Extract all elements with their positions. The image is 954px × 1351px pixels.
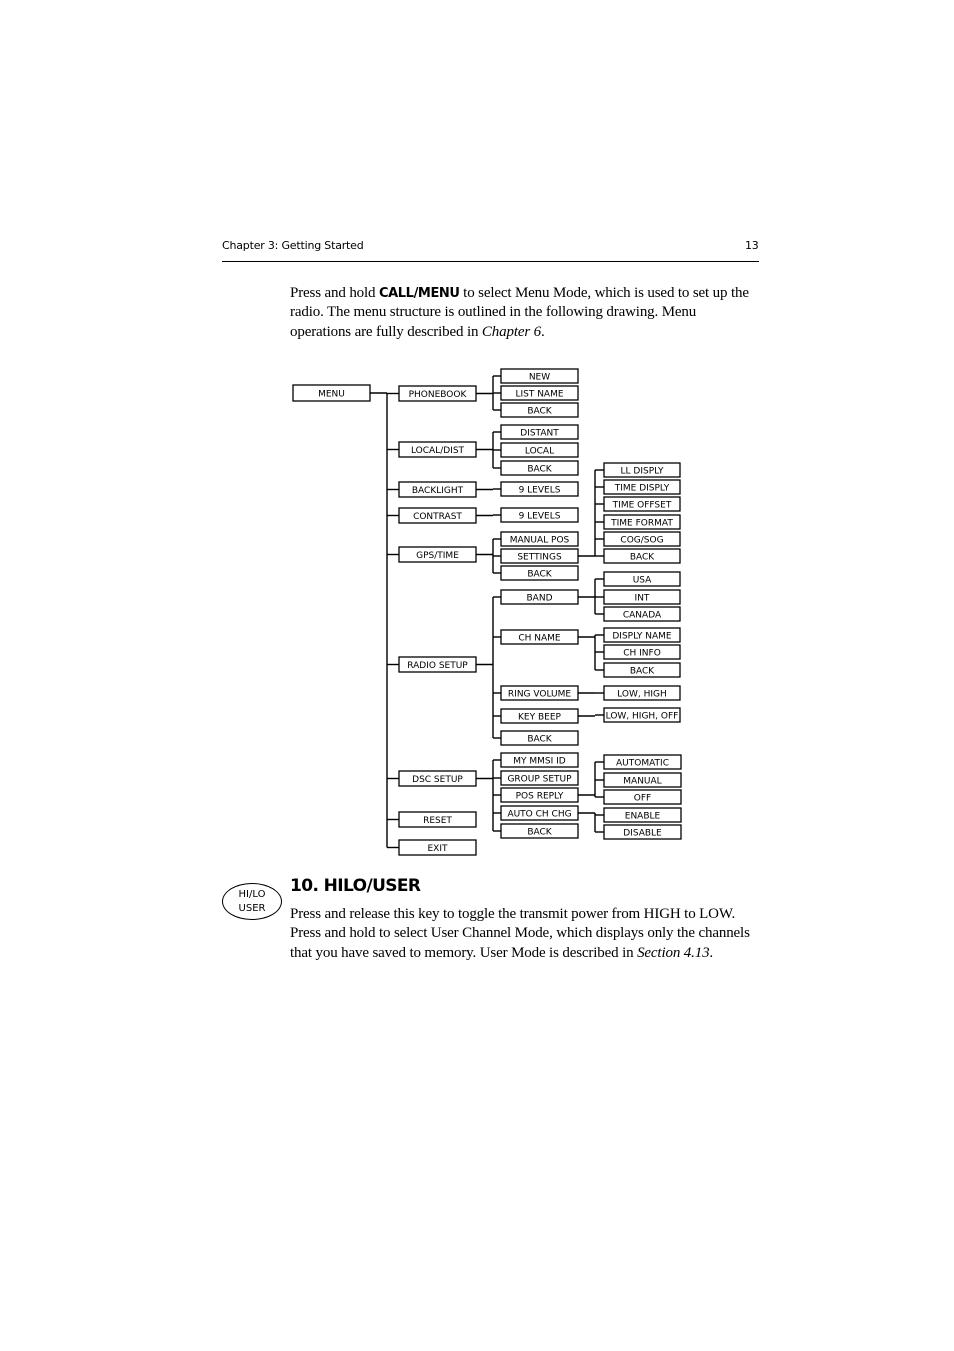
menu-item-dsc-setup-auto-ch-chg-3-enable-0-box-label: ENABLE	[624, 811, 661, 822]
menu-item-radio-setup-ch-name-1-disply-name-0-box	[604, 628, 680, 642]
menu-item-gps-time-settings-1-time-disply-1-box	[604, 480, 680, 494]
menu-item-gps-time-settings-1-cog-sog-4-box	[604, 532, 680, 546]
menu-item-exit-box-label: EXIT	[427, 843, 448, 854]
menu-item-radio-setup-back-4-box	[501, 731, 578, 745]
menu-item-radio-setup-ring-volume-2-box	[501, 686, 578, 700]
call-menu-key-name: CALL/MENU	[379, 286, 460, 301]
hilo-user-paragraph	[290, 905, 760, 963]
menu-item-phonebook-new-0-box	[501, 369, 578, 383]
menu-item-radio-setup-back-4-box-label: BACK	[527, 734, 552, 745]
menu-item-gps-time-settings-1-back-5-box	[604, 549, 680, 563]
menu-item-radio-setup-ring-volume-2-low-high-0-box-label: LOW, HIGH	[617, 689, 667, 700]
menu-item-radio-setup-band-0-box-label: BAND	[526, 593, 553, 604]
hilo-key-label-line1: HI/LO	[238, 889, 266, 900]
menu-item-gps-time-settings-1-cog-sog-4-box-label: COG/SOG	[620, 535, 664, 546]
menu-item-dsc-setup-my-mmsi-id-0-box-label: MY MMSI ID	[513, 756, 566, 767]
menu-item-contrast-9-levels-0-box-label: 9 LEVELS	[518, 511, 561, 522]
menu-item-radio-setup-box	[399, 657, 476, 672]
menu-item-radio-setup-ch-name-1-ch-info-1-box	[604, 645, 680, 659]
menu-item-backlight-9-levels-0-box-label: 9 LEVELS	[518, 485, 561, 496]
menu-item-gps-time-box	[399, 547, 476, 562]
menu-item-radio-setup-key-beep-3-box	[501, 709, 578, 723]
hilo-user-key-icon	[222, 883, 282, 920]
menu-item-radio-setup-band-0-box	[501, 590, 578, 604]
menu-item-dsc-setup-my-mmsi-id-0-box	[501, 753, 578, 767]
intro-lead: Press and hold	[290, 285, 379, 301]
menu-item-dsc-setup-group-setup-1-box	[501, 771, 578, 785]
menu-item-dsc-setup-pos-reply-2-off-2-box	[604, 790, 681, 804]
menu-item-radio-setup-ch-name-1-box-label: CH NAME	[518, 633, 561, 644]
menu-item-radio-setup-band-0-canada-2-box	[604, 607, 680, 621]
menu-item-radio-setup-band-0-usa-0-box	[604, 572, 680, 586]
menu-item-dsc-setup-back-4-box	[501, 824, 578, 838]
menu-item-gps-time-settings-1-ll-disply-0-box	[604, 463, 680, 477]
menu-item-gps-time-settings-1-time-offset-2-box-label: TIME OFFSET	[612, 500, 672, 511]
menu-item-radio-setup-band-0-canada-2-box-label: CANADA	[622, 610, 662, 621]
hilo-body-text: Press and release this key to toggle the transmit power from HIGH to LOW. Press and hold to select User Channel Mode, which displays only the channels that you have saved to memory. User Mode is described in	[290, 906, 750, 961]
menu-item-local-dist-back-2-box	[501, 461, 578, 475]
hilo-key-label-line2: USER	[238, 903, 266, 914]
menu-item-local-dist-box	[399, 442, 476, 457]
menu-item-dsc-setup-box	[399, 771, 476, 786]
menu-item-dsc-setup-pos-reply-2-automatic-0-box	[604, 755, 681, 769]
menu-item-contrast-9-levels-0-box	[501, 508, 578, 522]
intro-tail: .	[541, 323, 545, 340]
menu-item-contrast-box	[399, 508, 476, 523]
menu-item-dsc-setup-box-label: DSC SETUP	[412, 774, 463, 785]
menu-item-dsc-setup-pos-reply-2-off-2-box-label: OFF	[633, 793, 652, 804]
section-heading: 10. HILO/USER	[290, 876, 421, 896]
menu-item-dsc-setup-auto-ch-chg-3-box-label: AUTO CH CHG	[507, 809, 572, 820]
running-header-chapter: Chapter 3: Getting Started	[222, 239, 364, 252]
menu-item-backlight-box	[399, 482, 476, 497]
menu-item-contrast-box-label: CONTRAST	[413, 511, 462, 522]
menu-item-gps-time-settings-1-time-format-3-box-label: TIME FORMAT	[611, 518, 673, 529]
menu-item-phonebook-list-name-1-box-label: LIST NAME	[515, 389, 564, 400]
menu-root-box-label: MENU	[318, 389, 345, 400]
menu-item-radio-setup-ch-name-1-box	[501, 630, 578, 644]
menu-item-dsc-setup-back-4-box-label: BACK	[527, 827, 552, 838]
menu-item-phonebook-back-2-box	[501, 403, 578, 417]
menu-item-local-dist-local-1-box-label: LOCAL	[524, 446, 555, 457]
menu-item-local-dist-box-label: LOCAL/DIST	[410, 445, 465, 456]
menu-item-exit-box	[399, 840, 476, 855]
hilo-body-tail: .	[709, 944, 714, 961]
menu-item-dsc-setup-pos-reply-2-manual-1-box	[604, 773, 681, 787]
menu-item-gps-time-settings-1-time-offset-2-box	[604, 497, 680, 511]
menu-item-phonebook-list-name-1-box	[501, 386, 578, 400]
menu-item-phonebook-back-2-box-label: BACK	[527, 406, 552, 417]
menu-item-backlight-box-label: BACKLIGHT	[411, 485, 464, 496]
menu-item-phonebook-new-0-box-label: NEW	[528, 372, 551, 383]
menu-item-backlight-9-levels-0-box	[501, 482, 578, 496]
menu-item-gps-time-settings-1-time-format-3-box	[604, 515, 680, 529]
menu-item-gps-time-manual-pos-0-box-label: MANUAL POS	[509, 535, 570, 546]
menu-item-dsc-setup-pos-reply-2-automatic-0-box-label: AUTOMATIC	[616, 758, 669, 769]
menu-item-radio-setup-ch-name-1-back-2-box-label: BACK	[629, 666, 655, 677]
menu-item-radio-setup-ch-name-1-disply-name-0-box-label: DISPLY NAME	[612, 631, 672, 642]
menu-item-radio-setup-band-0-int-1-box-label: INT	[634, 593, 650, 604]
section-reference: Section 4.13	[637, 944, 710, 961]
menu-item-phonebook-box-label: PHONEBOOK	[408, 389, 467, 400]
menu-item-radio-setup-box-label: RADIO SETUP	[407, 660, 468, 671]
menu-item-radio-setup-band-0-int-1-box	[604, 590, 680, 604]
menu-item-dsc-setup-auto-ch-chg-3-disable-1-box	[604, 825, 681, 839]
menu-item-dsc-setup-auto-ch-chg-3-box	[501, 806, 578, 820]
menu-item-dsc-setup-group-setup-1-box-label: GROUP SETUP	[507, 774, 572, 785]
menu-item-local-dist-back-2-box-label: BACK	[527, 464, 552, 475]
menu-item-radio-setup-ring-volume-2-low-high-0-box	[604, 686, 680, 700]
menu-item-radio-setup-key-beep-3-low-high-off-0-box	[604, 708, 680, 722]
menu-item-reset-box	[399, 812, 476, 827]
menu-item-dsc-setup-auto-ch-chg-3-enable-0-box	[604, 808, 681, 822]
menu-item-gps-time-settings-1-back-5-box-label: BACK	[629, 552, 655, 563]
menu-item-reset-box-label: RESET	[423, 815, 452, 826]
menu-item-dsc-setup-pos-reply-2-manual-1-box-label: MANUAL	[623, 776, 662, 787]
menu-item-radio-setup-ch-name-1-back-2-box	[604, 663, 680, 677]
intro-mid: to select Menu Mode, which is used to set up the radio. The menu structure is outlined in the following drawing. Menu operations are fully described in	[290, 285, 749, 340]
menu-item-radio-setup-ch-name-1-ch-info-1-box-label: CH INFO	[623, 648, 661, 659]
menu-item-gps-time-back-2-box	[501, 566, 578, 580]
menu-item-gps-time-settings-1-time-disply-1-box-label: TIME DISPLY	[614, 483, 670, 494]
menu-root-box	[293, 385, 370, 401]
page-number: 13	[745, 239, 759, 252]
menu-item-gps-time-manual-pos-0-box	[501, 532, 578, 546]
menu-item-dsc-setup-auto-ch-chg-3-disable-1-box-label: DISABLE	[623, 828, 662, 839]
menu-item-gps-time-box-label: GPS/TIME	[416, 550, 459, 561]
menu-item-radio-setup-band-0-usa-0-box-label: USA	[632, 575, 652, 586]
menu-item-local-dist-local-1-box	[501, 443, 578, 457]
menu-item-phonebook-box	[399, 386, 476, 401]
menu-item-radio-setup-key-beep-3-box-label: KEY BEEP	[518, 712, 561, 723]
chapter-reference: Chapter 6	[481, 323, 541, 340]
menu-item-gps-time-settings-1-box-label: SETTINGS	[517, 552, 562, 563]
menu-item-gps-time-back-2-box-label: BACK	[527, 569, 552, 580]
menu-item-dsc-setup-pos-reply-2-box	[501, 788, 578, 802]
menu-item-gps-time-settings-1-box	[501, 549, 578, 563]
menu-item-local-dist-distant-0-box-label: DISTANT	[520, 428, 559, 439]
menu-item-radio-setup-ring-volume-2-box-label: RING VOLUME	[507, 689, 572, 700]
menu-item-radio-setup-key-beep-3-low-high-off-0-box-label: LOW, HIGH, OFF	[605, 711, 679, 722]
menu-item-dsc-setup-pos-reply-2-box-label: POS REPLY	[515, 791, 564, 802]
menu-item-local-dist-distant-0-box	[501, 425, 578, 439]
menu-item-gps-time-settings-1-ll-disply-0-box-label: LL DISPLY	[620, 466, 664, 477]
